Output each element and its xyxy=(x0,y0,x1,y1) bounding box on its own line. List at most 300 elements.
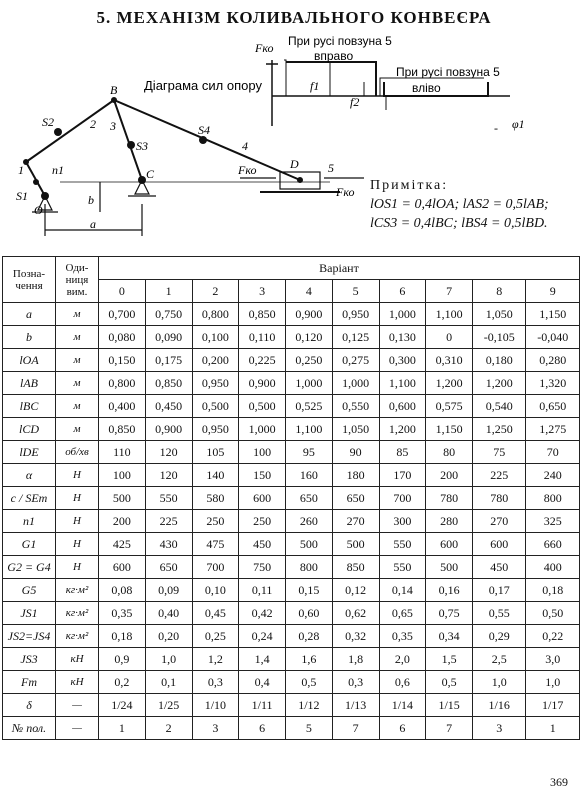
table-cell: 0,35 xyxy=(99,602,146,625)
label-s3: S3 xyxy=(136,139,148,153)
table-cell: 0,60 xyxy=(286,602,333,625)
row-symbol: n1 xyxy=(3,510,56,533)
row-unit: кг·м² xyxy=(56,602,99,625)
row-symbol: JS3 xyxy=(3,648,56,671)
table-cell: 0,62 xyxy=(332,602,379,625)
table-cell: 110 xyxy=(99,441,146,464)
table-cell: 100 xyxy=(99,464,146,487)
variant-header-cell: 4 xyxy=(286,280,333,303)
row-unit: м xyxy=(56,326,99,349)
row-symbol: G1 xyxy=(3,533,56,556)
table-cell: 0,5 xyxy=(426,671,473,694)
table-cell: 1 xyxy=(526,717,580,740)
table-cell: 0,950 xyxy=(192,418,239,441)
row-symbol: a xyxy=(3,303,56,326)
table-cell: 0,650 xyxy=(526,395,580,418)
table-cell: 0,32 xyxy=(332,625,379,648)
row-unit: кг·м² xyxy=(56,625,99,648)
table-cell: 1,320 xyxy=(526,372,580,395)
label-5: 5 xyxy=(328,161,334,175)
table-cell: 780 xyxy=(473,487,526,510)
table-cell: 0,700 xyxy=(99,303,146,326)
table-cell: 1,050 xyxy=(473,303,526,326)
table-cell: 0,120 xyxy=(286,326,333,349)
table-cell: 0,20 xyxy=(145,625,192,648)
table-cell: 550 xyxy=(379,556,426,579)
table-cell: 550 xyxy=(145,487,192,510)
table-cell: 0,10 xyxy=(192,579,239,602)
row-symbol: JS1 xyxy=(3,602,56,625)
table-cell: 1,250 xyxy=(473,418,526,441)
table-cell: 1,050 xyxy=(332,418,379,441)
table-cell: 0,275 xyxy=(332,349,379,372)
table-cell: 0,900 xyxy=(286,303,333,326)
table-cell: 750 xyxy=(239,556,286,579)
table-cell: 850 xyxy=(332,556,379,579)
table-cell: 0,600 xyxy=(379,395,426,418)
table-cell: 0,6 xyxy=(379,671,426,694)
table-cell: 0,3 xyxy=(192,671,239,694)
label-o: O xyxy=(34,203,43,217)
table-cell: 0,55 xyxy=(473,602,526,625)
row-symbol: lCD xyxy=(3,418,56,441)
row-unit: Н xyxy=(56,533,99,556)
label-fko-right: Fко xyxy=(336,185,355,199)
row-symbol: Fm xyxy=(3,671,56,694)
table-row xyxy=(3,349,580,372)
row-unit: Н xyxy=(56,487,99,510)
table-cell: 3,0 xyxy=(526,648,580,671)
table-cell: 1,0 xyxy=(145,648,192,671)
table-cell: 0,300 xyxy=(379,349,426,372)
table-cell: 0,24 xyxy=(239,625,286,648)
row-unit: кг·м² xyxy=(56,579,99,602)
variant-header-cell: 2 xyxy=(192,280,239,303)
table-cell: 7 xyxy=(332,717,379,740)
table-cell: 0,850 xyxy=(99,418,146,441)
table-cell: 800 xyxy=(286,556,333,579)
label-s4: S4 xyxy=(198,123,210,137)
table-row xyxy=(3,717,580,740)
right-label: При русі повзуна 5 xyxy=(288,34,392,48)
row-unit: кН xyxy=(56,671,99,694)
table-row xyxy=(3,418,580,441)
table-cell: 1,150 xyxy=(526,303,580,326)
table-cell: 105 xyxy=(192,441,239,464)
table-cell: 1/15 xyxy=(426,694,473,717)
f2-label: f2 xyxy=(350,95,360,109)
label-3: 3 xyxy=(110,119,116,133)
table-row xyxy=(3,648,580,671)
table-cell: 0,850 xyxy=(145,372,192,395)
table-row xyxy=(3,303,580,326)
row-unit: Н xyxy=(56,556,99,579)
row-unit: м xyxy=(56,303,99,326)
table-cell: 160 xyxy=(286,464,333,487)
table-cell: 0,250 xyxy=(286,349,333,372)
row-symbol: b xyxy=(3,326,56,349)
label-b: B xyxy=(110,83,118,97)
table-cell: 0,1 xyxy=(145,671,192,694)
label-4: 4 xyxy=(242,139,248,153)
table-cell: -0,105 xyxy=(473,326,526,349)
table-cell: 580 xyxy=(192,487,239,510)
table-cell: 400 xyxy=(526,556,580,579)
table-cell: 0,225 xyxy=(239,349,286,372)
table-cell: 1 xyxy=(99,717,146,740)
table-cell: 800 xyxy=(526,487,580,510)
table-cell: 225 xyxy=(145,510,192,533)
table-cell: 200 xyxy=(99,510,146,533)
row-symbol: lBC xyxy=(3,395,56,418)
variant-header-cell: 0 xyxy=(99,280,146,303)
row-unit: — xyxy=(56,694,99,717)
row-unit: м xyxy=(56,349,99,372)
table-cell: 0,800 xyxy=(192,303,239,326)
table-cell: 0,16 xyxy=(426,579,473,602)
table-cell: 100 xyxy=(239,441,286,464)
header-variant: Варіант xyxy=(99,257,580,280)
table-cell: 430 xyxy=(145,533,192,556)
table-cell: 0,525 xyxy=(286,395,333,418)
table-cell: 70 xyxy=(526,441,580,464)
table-row xyxy=(3,326,580,349)
row-symbol: № пол. xyxy=(3,717,56,740)
table-cell: 0,550 xyxy=(332,395,379,418)
page-number: 369 xyxy=(550,775,568,789)
table-cell: 5 xyxy=(286,717,333,740)
table-cell: 650 xyxy=(145,556,192,579)
table-cell: 600 xyxy=(239,487,286,510)
table-row xyxy=(3,441,580,464)
table-cell: 0 xyxy=(426,326,473,349)
header-designation: Позна-чення xyxy=(3,257,56,303)
table-cell: 0,2 xyxy=(99,671,146,694)
table-cell: 1/16 xyxy=(473,694,526,717)
label-d: D xyxy=(290,157,299,171)
note-block xyxy=(370,178,549,232)
label-1: 1 xyxy=(18,163,24,177)
table-cell: 0,450 xyxy=(145,395,192,418)
row-symbol: G2 = G4 xyxy=(3,556,56,579)
table-cell: 550 xyxy=(379,533,426,556)
table-cell: 0,500 xyxy=(239,395,286,418)
table-cell: 1/10 xyxy=(192,694,239,717)
table-cell: 0,40 xyxy=(145,602,192,625)
table-cell: 240 xyxy=(526,464,580,487)
table-cell: 1,0 xyxy=(526,671,580,694)
table-cell: 200 xyxy=(426,464,473,487)
table-cell: 75 xyxy=(473,441,526,464)
label-s2: S2 xyxy=(42,115,54,129)
joints xyxy=(23,97,303,200)
table-cell: 0,180 xyxy=(473,349,526,372)
table-cell: 95 xyxy=(286,441,333,464)
table-cell: 0,575 xyxy=(426,395,473,418)
table-cell: 475 xyxy=(192,533,239,556)
label-c: C xyxy=(146,167,155,181)
variant-header-cell: 8 xyxy=(473,280,526,303)
table-cell: 0,3 xyxy=(332,671,379,694)
table-cell: 0,75 xyxy=(426,602,473,625)
table-cell: 1,200 xyxy=(379,418,426,441)
table-cell: 1,4 xyxy=(239,648,286,671)
table-cell: 325 xyxy=(526,510,580,533)
table-cell: 1/25 xyxy=(145,694,192,717)
table-cell: 0,09 xyxy=(145,579,192,602)
variant-header-cell: 1 xyxy=(145,280,192,303)
note-heading: Примітка: xyxy=(370,178,449,193)
table-cell: 0,35 xyxy=(379,625,426,648)
table-cell: 1,6 xyxy=(286,648,333,671)
table-cell: 1,8 xyxy=(332,648,379,671)
force-right-step xyxy=(286,62,376,96)
table-cell: 0,50 xyxy=(526,602,580,625)
table-cell: 0,34 xyxy=(426,625,473,648)
row-symbol: δ xyxy=(3,694,56,717)
left-label: При русі повзуна 5 xyxy=(396,65,500,79)
table-cell: 0,280 xyxy=(526,349,580,372)
table-cell: 3 xyxy=(192,717,239,740)
table-cell: 1,000 xyxy=(286,372,333,395)
table-cell: 150 xyxy=(239,464,286,487)
table-cell: 0,11 xyxy=(239,579,286,602)
table-cell: 500 xyxy=(426,556,473,579)
table-cell: 0,08 xyxy=(99,579,146,602)
label-s1: S1 xyxy=(16,189,28,203)
table-cell: 0,9 xyxy=(99,648,146,671)
table-cell: 300 xyxy=(379,510,426,533)
table-cell: 780 xyxy=(426,487,473,510)
table-cell: 1,000 xyxy=(239,418,286,441)
table-cell: 700 xyxy=(192,556,239,579)
table-cell: 0,45 xyxy=(192,602,239,625)
table-cell: 0,130 xyxy=(379,326,426,349)
table-cell: 140 xyxy=(192,464,239,487)
row-unit: — xyxy=(56,717,99,740)
table-cell: 0,110 xyxy=(239,326,286,349)
table-row xyxy=(3,602,580,625)
variant-header-cell: 3 xyxy=(239,280,286,303)
label-fko-left: Fко xyxy=(238,163,257,177)
table-cell: 450 xyxy=(473,556,526,579)
table-cell: 6 xyxy=(239,717,286,740)
table-cell: 600 xyxy=(99,556,146,579)
supports xyxy=(32,172,364,236)
variant-header-cell: 7 xyxy=(426,280,473,303)
table-cell: 0,310 xyxy=(426,349,473,372)
variant-header-cell: 9 xyxy=(526,280,580,303)
table-row xyxy=(3,625,580,648)
f1-label: f1 xyxy=(310,79,320,93)
table-cell: 0,900 xyxy=(145,418,192,441)
row-unit: кН xyxy=(56,648,99,671)
row-unit: Н xyxy=(56,464,99,487)
table-cell: 2,5 xyxy=(473,648,526,671)
table-cell: 260 xyxy=(286,510,333,533)
row-symbol: JS2=JS4 xyxy=(3,625,56,648)
table-cell: 450 xyxy=(239,533,286,556)
table-cell: 225 xyxy=(473,464,526,487)
table-cell: 1,100 xyxy=(286,418,333,441)
table-row xyxy=(3,464,580,487)
row-symbol: lAB xyxy=(3,372,56,395)
row-unit: м xyxy=(56,418,99,441)
table-cell: 425 xyxy=(99,533,146,556)
table-cell: 7 xyxy=(426,717,473,740)
table-cell: 1/17 xyxy=(526,694,580,717)
table-cell: 0,125 xyxy=(332,326,379,349)
table-cell: 0,14 xyxy=(379,579,426,602)
table-cell: 0,100 xyxy=(192,326,239,349)
minus-label: - xyxy=(494,121,498,135)
label-2: 2 xyxy=(90,117,96,131)
table-cell: 270 xyxy=(473,510,526,533)
table-cell: 0,800 xyxy=(99,372,146,395)
table-cell: 600 xyxy=(426,533,473,556)
table-cell: 1,275 xyxy=(526,418,580,441)
table-row xyxy=(3,694,580,717)
link-ab xyxy=(26,100,114,162)
table-cell: 120 xyxy=(145,464,192,487)
table-cell: 280 xyxy=(426,510,473,533)
table-cell: 0,750 xyxy=(145,303,192,326)
table-cell: 1,000 xyxy=(332,372,379,395)
phi-label: φ1 xyxy=(512,117,525,131)
table-cell: 0,950 xyxy=(332,303,379,326)
table-cell: 0,28 xyxy=(286,625,333,648)
table-cell: 120 xyxy=(145,441,192,464)
table-cell: 0,950 xyxy=(192,372,239,395)
row-unit: Н xyxy=(56,510,99,533)
row-symbol: c / SEm xyxy=(3,487,56,510)
table-cell: -0,040 xyxy=(526,326,580,349)
table-cell: 1,5 xyxy=(426,648,473,671)
table-cell: 0,25 xyxy=(192,625,239,648)
right-dir: вправо xyxy=(314,49,354,63)
table-cell: 250 xyxy=(192,510,239,533)
table-cell: 1,000 xyxy=(379,303,426,326)
table-cell: 0,18 xyxy=(526,579,580,602)
table-cell: 0,900 xyxy=(239,372,286,395)
fko-label-top: Fко xyxy=(255,41,274,55)
row-unit: об/хв xyxy=(56,441,99,464)
parameters-table xyxy=(2,256,580,740)
table-row xyxy=(3,510,580,533)
table-cell: 1/11 xyxy=(239,694,286,717)
table-cell: 0,5 xyxy=(286,671,333,694)
table-cell: 0,540 xyxy=(473,395,526,418)
page-title: 5. МЕХАНІЗМ КОЛИВАЛЬНОГО КОНВЕЄРА xyxy=(96,8,492,27)
table-cell: 170 xyxy=(379,464,426,487)
table-cell: 1/12 xyxy=(286,694,333,717)
table-cell: 0,200 xyxy=(192,349,239,372)
table-cell: 1,200 xyxy=(473,372,526,395)
table-cell: 3 xyxy=(473,717,526,740)
table-cell: 0,4 xyxy=(239,671,286,694)
table-cell: 2 xyxy=(145,717,192,740)
left-dir: вліво xyxy=(412,81,441,95)
table-cell: 0,12 xyxy=(332,579,379,602)
diagram-caption: Діаграма сил опору xyxy=(144,78,262,93)
table-cell: 80 xyxy=(426,441,473,464)
table-cell: 600 xyxy=(473,533,526,556)
table-cell: 0,29 xyxy=(473,625,526,648)
table-row xyxy=(3,556,580,579)
table-cell: 0,22 xyxy=(526,625,580,648)
table-cell: 660 xyxy=(526,533,580,556)
header-unit: Оди-ниця вим. xyxy=(56,257,99,303)
row-unit: м xyxy=(56,372,99,395)
table-cell: 2,0 xyxy=(379,648,426,671)
table-cell: 250 xyxy=(239,510,286,533)
row-unit: м xyxy=(56,395,99,418)
variant-header-cell: 6 xyxy=(379,280,426,303)
table-cell: 0,18 xyxy=(99,625,146,648)
note-line-2: lCS3 = 0,4lBC; lBS4 = 0,5lBD. xyxy=(370,216,548,231)
crank-oa xyxy=(26,162,45,196)
table-cell: 6 xyxy=(379,717,426,740)
table-cell: 0,090 xyxy=(145,326,192,349)
row-symbol: G5 xyxy=(3,579,56,602)
table-cell: 0,150 xyxy=(99,349,146,372)
table-cell: 1,150 xyxy=(426,418,473,441)
row-symbol: α xyxy=(3,464,56,487)
row-symbol: lOA xyxy=(3,349,56,372)
table-cell: 1,2 xyxy=(192,648,239,671)
row-symbol: lDE xyxy=(3,441,56,464)
table-row xyxy=(3,579,580,602)
table-cell: 90 xyxy=(332,441,379,464)
table-cell: 1/24 xyxy=(99,694,146,717)
table-row xyxy=(3,487,580,510)
table-cell: 650 xyxy=(332,487,379,510)
variant-header-cell: 5 xyxy=(332,280,379,303)
table-cell: 0,500 xyxy=(192,395,239,418)
table-cell: 0,850 xyxy=(239,303,286,326)
table-cell: 0,080 xyxy=(99,326,146,349)
mechanism-labels xyxy=(16,83,355,231)
table-cell: 0,65 xyxy=(379,602,426,625)
table-cell: 650 xyxy=(286,487,333,510)
table-row xyxy=(3,372,580,395)
table-cell: 0,400 xyxy=(99,395,146,418)
table-cell: 180 xyxy=(332,464,379,487)
table-row xyxy=(3,395,580,418)
table-cell: 1,200 xyxy=(426,372,473,395)
note-line-1: lOS1 = 0,4lOA; lAS2 = 0,5lAB; xyxy=(370,197,549,212)
label-n1: n1 xyxy=(52,163,64,177)
table-cell: 0,17 xyxy=(473,579,526,602)
table-row xyxy=(3,671,580,694)
label-a-dim: a xyxy=(90,217,96,231)
table-cell: 1/13 xyxy=(332,694,379,717)
table-cell: 700 xyxy=(379,487,426,510)
table-cell: 0,15 xyxy=(286,579,333,602)
table-cell: 85 xyxy=(379,441,426,464)
table-row xyxy=(3,533,580,556)
table-cell: 1/14 xyxy=(379,694,426,717)
table-cell: 0,175 xyxy=(145,349,192,372)
table-cell: 270 xyxy=(332,510,379,533)
table-cell: 500 xyxy=(99,487,146,510)
table-cell: 1,0 xyxy=(473,671,526,694)
table-cell: 500 xyxy=(286,533,333,556)
label-b-dim: b xyxy=(88,193,94,207)
table-cell: 500 xyxy=(332,533,379,556)
table-cell: 1,100 xyxy=(379,372,426,395)
table-cell: 1,100 xyxy=(426,303,473,326)
